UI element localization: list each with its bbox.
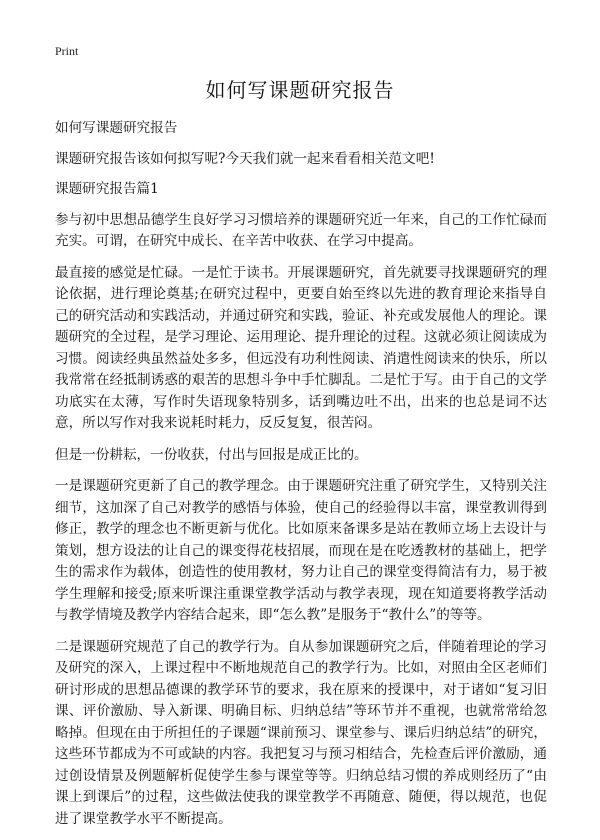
section-heading: 课题研究报告篇1 [55,181,159,197]
page-title: 如何写课题研究报告 [205,78,395,102]
paragraph: 二是课题研究规范了自己的教学行为。自从参加课题研究之后，伴随着理论的学习及研究的深入，上课过程中不断地规范自己的教学行为。比如，对照由全区老师们研讨形成的思想品德课的教学环节的要求，我在原来的授课中，对于诸如“复习旧课、评价激励、导入新课、明确目标、归纳总结”等环节并不重视，也就常常给忽略掉。但现在由于所担任的子课题“课前预习、课堂参与、课后归纳总结”的研究，这些环节都成为不可或缺的内容。我把复习与预习相结合，先检查后评价激励，通过创设情景及例题解析促使学生参与课堂等等。归纳总结习惯的养成则经历了“由课上到课后”的过程，这些做法使我的课堂教学不再随意、随便，得以规范，也促进了课堂教学水平不断提高。 [55,638,547,827]
paragraph: 一是课题研究更新了自己的教学理念。由于课题研究注重了研究学生，又特别关注细节，这加深了自己对教学的感悟与体验，使自己的经验得以丰富，课堂教训得到修正，教学的理念也不断更新与优化。比如原来备课多是站在教师立场上去设计与策划，想方设法的让自己的课变得花枝招展，而现在是在吃透教材的基础上，把学生的需求作为载体，创造性的使用教材，努力让自己的课堂变得简洁有力，易于被学生理解和接受;原来听课注重课堂教学活动与教学表现，现在知道要将教学活动与教学情境及教学内容结合起来，即“怎么教”是服务于“教什么”的等等。 [55,478,547,623]
subtitle: 如何写课题研究报告 [55,120,178,136]
paragraph: 但是一份耕耘，一份收获，付出与回报是成正比的。 [55,446,368,463]
paragraph: 参与初中思想品德学生良好学习习惯培养的课题研究近一年来，自己的工作忙碌而充实。可谓，在研究中成长、在辛苦中收获、在学习中提高。 [55,211,547,249]
intro-text: 课题研究报告该如何拟写呢?今天我们就一起来看看相关范文吧! [55,150,435,167]
paragraph: 最直接的感觉是忙碌。一是忙于读书。开展课题研究，首先就要寻找课题研究的理论依据，进行理论奠基;在研究过程中，更要自始至终以先进的教育理论来指导自己的研究活动和实践活动，并通过研究和实践，验证、补充或发展他人的理论。课题研究的全过程，是学习理论、运用理论、提升理论的过程。这就必须让阅读成为习惯。阅读经典虽然益处多多，但远没有功利性阅读、消遣性阅读来的快乐，所以我常常在经抵制诱惑的艰苦的思想斗争中手忙脚乱。二是忙于写。由于自己的文学功底实在太薄，写作时失语现象特别多，话到嘴边吐不出，出来的也总是词不达意，所以写作对我来说耗时耗力，反反复复，很苦闷。 [55,264,547,431]
document-body [55,118,547,840]
print-link[interactable]: Print [55,44,79,58]
